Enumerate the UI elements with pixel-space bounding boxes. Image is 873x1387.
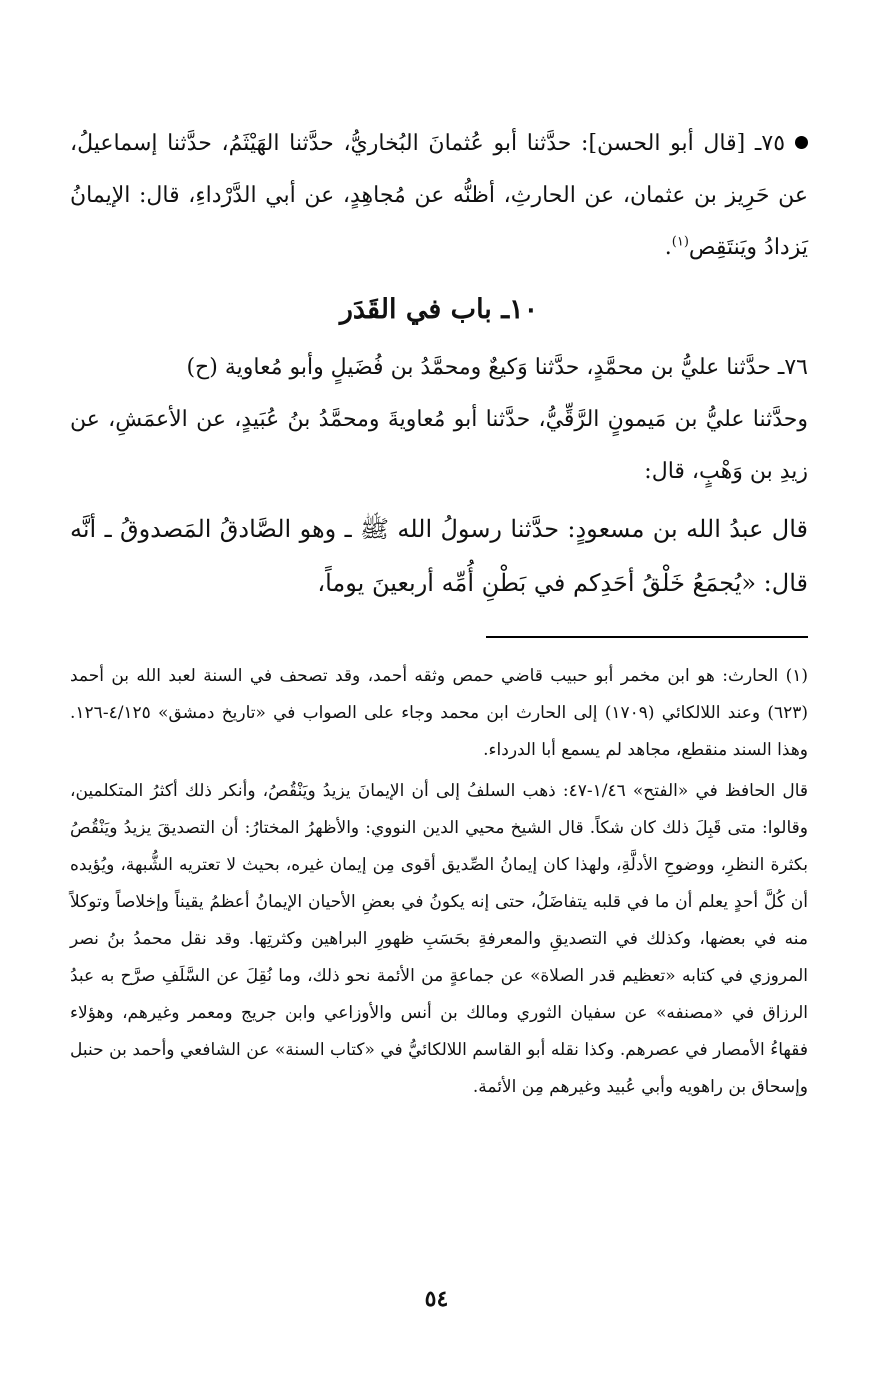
footnote-reference: (١) bbox=[671, 234, 689, 250]
hadith-76 bbox=[70, 342, 808, 498]
hadith-number: ٧٥ـ bbox=[754, 131, 786, 156]
footnote-1: (١) الحارث: هو ابن مخمر أبو حبيب قاضي حمص وثقه أحمد، وقد تصحف في السنة لعبد الله بن أحمد (٦٢٣) وعند اللالكائي (١٧٠٩) إلى الحارث ابن محمد وجاء على الصواب في «تاريخ دمشق» ٤/١٢٥-١٢٦. وهذا السند منقطع، مجاهد لم يسمع أبا الدرداء. bbox=[70, 666, 808, 760]
hadith-quote: قال عبدُ الله بن مسعودٍ: حدَّثنا رسولُ الله ﷺ ـ وهو الصَّادقُ المَصدوقُ ـ أنَّه قال: «يُجمَعُ خَلْقُ أحَدِكم في بَطْنِ أُمِّه أربعينَ يوماً، bbox=[70, 515, 808, 597]
hadith-76-line-1: ٧٦ـ حدَّثنا عليُّ بن محمَّدٍ، حدَّثنا وَكيعٌ ومحمَّدُ بن فُضَيلٍ وأبو مُعاوية (ح) bbox=[186, 355, 808, 380]
page-number: ٥٤ bbox=[424, 1286, 449, 1312]
page-body bbox=[70, 118, 808, 1110]
hadith-text: [قال أبو الحسن]: حدَّثنا أبو عُثمانَ البُخاريُّ، حدَّثنا الهَيْثَمُ، حدَّثنا إسماعيلُ، عن حَرِيز بن عثمان، عن الحارثِ، أظنُّه عن مُجاهِدٍ، عن أبي الدَّرْداءِ، قال: الإيمانُ يَزدادُ ويَنتَقِص bbox=[70, 131, 808, 260]
footnote-2: قال الحافظ في «الفتح» ١/٤٦-٤٧: ذهب السلفُ إلى أن الإيمانَ يزيدُ ويَنْقُصُ، وأنكر ذلك أكثرُ المتكلمين، وقالوا: متى قَبِلَ ذلك كان شكاً. قال الشيخ محيي الدين النووي: والأظهرُ المختارُ: أن التصديقَ يزيدُ ويَنْقُصُ بكثرة النظرِ، ووضوحِ الأدلَّةِ، ولهذا كان إيمانُ الصِّديق أقوى مِن إيمان غيره، بحيث لا تعتريه الشُّبهة، ويُؤيده أن كُلَّ أحدٍ يعلم أن ما في قلبه يتفاضَلُ، حتى إنه يكونُ في بعضِ الأحيان الإيمانُ أعظمُ يقيناً وإخلاصاً وتوكلاً منه في بعضها، وكذلك في التصديقِ والمعرفةِ بحَسَبِ ظهورِ البراهين وكثرتِها. وقد نقل محمدُ بنُ نصر المروزي في كتابه «تعظيم قدر الصلاة» عن جماعةٍ من الأئمة نحو ذلك، وما نُقِلَ عن السَّلَفِ صرَّح به عبدُ الرزاق في «مصنفه» عن سفيان الثوري ومالك بن أنس والأوزاعي وابن جريج ومعمر وغيرهم، وهؤلاء فقهاءُ الأمصار في عصرهم. وكذا نقله أبو القاسم اللالكائيُّ في «كتاب السنة» عن الشافعي وأحمد بن حنبل وإسحاق بن راهويه وأبي عُبيد وغيرهم مِن الأئمة. bbox=[70, 781, 809, 1097]
footnote-separator bbox=[486, 636, 808, 638]
bullet-icon bbox=[795, 136, 808, 149]
chapter-title: ١٠ـ باب في القَدَر bbox=[339, 294, 539, 325]
hadith-end: . bbox=[664, 235, 672, 260]
hadith-76-line-2: وحدَّثنا عليُّ بن مَيمونٍ الرَّقِّيُّ، حدَّثنا أبو مُعاويةَ ومحمَّدُ بنُ عُبَيدٍ، عن الأعمَشِ، عن زيدِ بن وَهْبٍ، قال: bbox=[70, 407, 808, 484]
footnotes bbox=[70, 658, 808, 1106]
hadith-75 bbox=[70, 118, 808, 274]
